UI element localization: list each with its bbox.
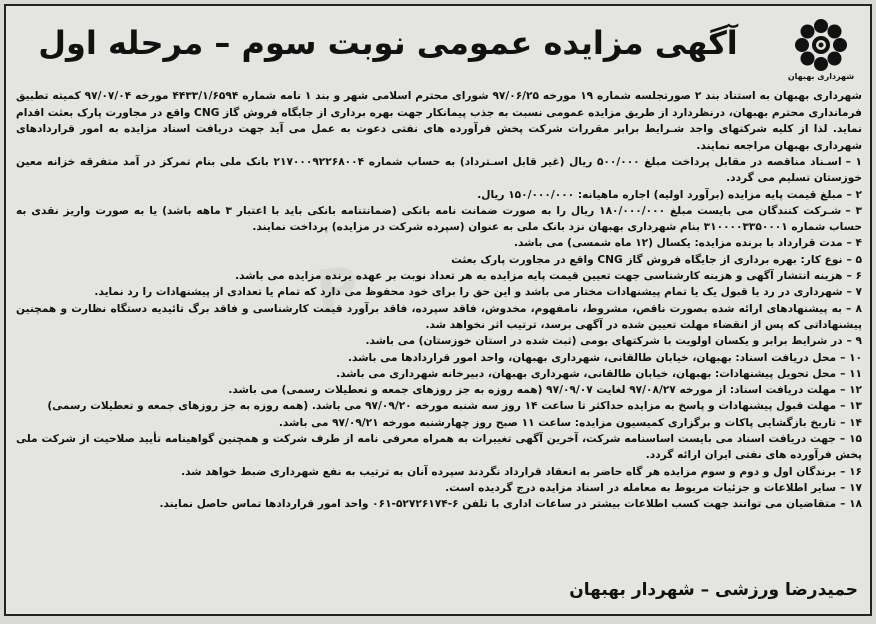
- list-item: [16, 350, 862, 366]
- item-number: ۸ –: [846, 302, 862, 315]
- item-number: ۶ –: [846, 270, 862, 283]
- list-item: [16, 464, 862, 480]
- watermark-logo: P: [312, 253, 362, 327]
- conditions-list: [16, 154, 862, 513]
- item-number: ۲ –: [846, 188, 862, 201]
- item-number: ۱۶ –: [840, 465, 862, 478]
- item-text: مهلت قبول پیشنهادات و پاسخ به مزایده حداکثر تا ساعت ۱۴ روز سه شنبه مورخه ۹۷/۰۹/۲۰ می باشد. (همه روزه به جز روزهای جمعه و تعطیلات رسمی): [47, 400, 837, 413]
- item-text: مدت قرارداد با برنده مزایده: یکسال (۱۲ ماه شمسی) می باشد.: [514, 237, 843, 250]
- notice-title: آگهی مزایده عمومی نوبت سوم – مرحله اول: [38, 24, 738, 62]
- item-number: ۱۸ –: [840, 498, 862, 511]
- item-text: مهلت دریافت اسناد: از مورخه ۹۷/۰۸/۲۷ لغایت ۹۷/۰۹/۰۷ (همه روزه به جز روزهای جمعه و تعطیلات رسمی) می باشد.: [228, 384, 837, 397]
- logo-caption: شهرداری بهبهان: [787, 72, 855, 81]
- notice-header: [12, 16, 864, 81]
- list-item: [16, 268, 862, 284]
- list-item: [16, 398, 862, 414]
- item-number: ۱۱ –: [840, 367, 862, 380]
- item-number: ۵ –: [846, 253, 862, 266]
- list-item: [16, 496, 862, 512]
- newspaper-notice: [4, 4, 872, 616]
- item-number: ۱۳ –: [840, 400, 862, 413]
- list-item: [16, 301, 862, 334]
- item-text: متقاضیان می توانند جهت کسب اطلاعات بیشتر در ساعات اداری با تلفن ۶-۵۲۷۲۶۱۷۴-۰۶۱ واحد امور قراردادها تماس حاصل نمایند.: [159, 498, 837, 511]
- list-item: [16, 187, 862, 203]
- item-number: ۱۴ –: [840, 416, 862, 429]
- item-text: اسـناد مناقصه در مقابل پرداخت مبلغ ۵۰۰/۰۰۰ ریال (غیر قابل اسـترداد) به حساب شماره ۲۱۷۰۰۰۹۲۲۶۸۰۰۴ بانک ملی بنام تمرکز در آمد متفرقه خزانه معین خوزستان تسلیم می گردد.: [16, 156, 862, 185]
- intro-paragraph: شهرداری بهبهان به استناد بند ۲ صورتجلسه شماره ۱۹ مورخه ۹۷/۰۶/۲۵ شورای محترم اسلامی شهر و بند ۱ نامه شماره ۴۴۳۳/۱/۶۵۹۴ مورخه ۹۷/۰۷/۰۴ کمیته تطبیق فرمانداری محترم بهبهان، درنظردارد از طریق مزایده عمومی نسبت به جذب پیمانکار جهت بهره برداری از جایگاه فروش گاز CNG واقع در مجاورت پارک بعثت اقدام نماید. لذا از کلیه شرکتهای واجد شـرایط برابر مقررات شرکت پخش فرآورده های نفتی دعوت به عمل می آید جهت دریافت اسناد مزایده به امور قراردادهای شهرداری بهبهان مراجعه نمایند.: [16, 90, 862, 152]
- item-text: به پیشنهادهای ارائه شده بصورت ناقص، مشروط، نامفهوم، مخدوش، فاقد سپرده، فاقد برآورد قیمت کارشناسی و فاقد برگ تائیدیه دستگاه نظارت و همچنین پیشنهاداتی که پس از انقضاء مهلت تعیین شده در آگهی برسد، ترتیب اثر نخواهد شد.: [16, 302, 862, 331]
- item-number: ۱۰ –: [840, 351, 862, 364]
- item-text: محل تحویل پیشنهادات: بهبهان، خیابان طالقانی، شهرداری بهبهان، دبیرخانه شهرداری می باشد.: [336, 367, 837, 380]
- signature: حمیدرضا ورزشی – شهردار بهبهان: [569, 580, 858, 600]
- item-number: ۱۷ –: [840, 481, 862, 494]
- item-number: ۱۲ –: [840, 384, 862, 397]
- item-text: شـرکت کنندگان می بایست مبلغ ۱۸۰/۰۰۰/۰۰۰ ریال را به صورت ضمانت نامه بانکی (ضمانتنامه بانکی باید با اعتبار ۳ ماهه باشد) یا به صورت واریز نقدی به حساب شماره ۳۱۰۰۰۰۳۳۵۰۰۰۱ بنام شهرداری بهبهان نزد بانک ملی به عنوان (سپرده شرکت در مزایده) پرداخت نمایند.: [16, 204, 862, 234]
- item-text: در شرایط برابر و یکسان اولویت با شرکتهای بومی (ثبت شده در استان خوزستان) می باشد.: [365, 335, 843, 348]
- item-text: شهرداری در رد یا قبول یک یا تمام پیشنهادات مختار می باشد و این حق را برای خود محفوظ می دارد که تمام یا تعدادی از پیشنهادات را رد نماید.: [94, 286, 843, 299]
- list-item: [16, 154, 862, 187]
- item-text: هزینه انتشار آگهی و هزینه کارشناسی جهت تعیین قیمت پایه مزایده به هر تعداد نوبت بر عهده برنده مزایده می باشد.: [235, 270, 843, 283]
- list-item: [16, 252, 862, 268]
- list-item: [16, 203, 862, 236]
- item-text: تاریخ بازگشایی پاکات و برگزاری کمیسیون مزایده: ساعت ۱۱ صبح روز چهارشنبه مورخه ۹۷/۰۹/۲۱ می باشد.: [278, 416, 837, 429]
- municipality-logo: [784, 16, 858, 90]
- item-text: برندگان اول و دوم و سوم مزایده هر گاه حاضر به انعقاد قرارداد نگردند سپرده آنان به ترتیب به نفع شهرداری ضبط خواهد شد.: [181, 465, 837, 478]
- item-text: مبلغ قیمت پایه مزایده (برآورد اولیه) اجاره ماهیانه: ۱۵۰/۰۰۰/۰۰۰ ریال.: [477, 188, 843, 201]
- item-number: ۹ –: [846, 335, 862, 348]
- item-number: ۴ –: [846, 237, 862, 250]
- item-text: جهت دریافت اسناد می بایست اساسنامه شرکت، آخرین آگهی تغییرات به همراه معرفی نامه از طرف شرکت و همچنین گواهینامه تأیید صلاحیت از شرکت ملی پخش فرآورده های نفتی ایران ارائه گردد.: [16, 433, 862, 462]
- item-number: ۷ –: [846, 286, 862, 299]
- list-item: [16, 480, 862, 496]
- list-item: [16, 415, 862, 431]
- list-item: [16, 284, 862, 300]
- item-number: ۳ –: [845, 204, 862, 217]
- item-text: سایر اطلاعات و جزئیات مربوط به معامله در اسناد مزایده درج گردیده است.: [445, 481, 837, 494]
- list-item: [16, 235, 862, 251]
- list-item: [16, 333, 862, 349]
- item-text: محل دریافت اسناد: بهبهان، خیابان طالقانی، شهرداری بهبهان، واحد امور قراردادها می باشد.: [347, 351, 837, 364]
- list-item: [16, 431, 862, 464]
- list-item: [16, 382, 862, 398]
- list-item: [16, 366, 862, 382]
- item-text: نوع کار: بهره برداری از جایگاه فروش گاز CNG واقع در مجاورت پارک بعثت: [451, 253, 843, 266]
- item-number: ۱ –: [845, 156, 862, 168]
- municipality-emblem-icon: [792, 16, 850, 74]
- item-number: ۱۵ –: [839, 433, 862, 446]
